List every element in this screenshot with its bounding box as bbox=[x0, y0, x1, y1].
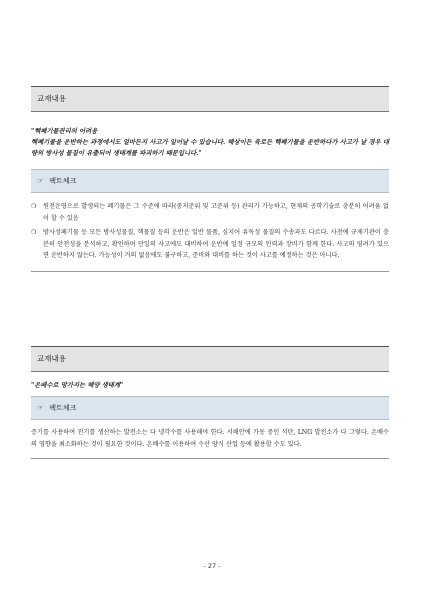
spacer bbox=[31, 420, 389, 427]
spacer bbox=[31, 372, 389, 380]
quote-title: "핵폐기물관리의 어려움 bbox=[31, 128, 98, 135]
factcheck-label: 팩트체크 bbox=[49, 404, 77, 412]
pointing-hand-icon: ☞ bbox=[37, 177, 44, 185]
bullet-text: 원전운영으로 발생되는 폐기물은 그 수준에 따라(중저준위 및 고준위 등) 관리가 가능하고, 현재의 공학기술로 충분히 어려움 없이 할 수 있음 bbox=[43, 203, 389, 222]
circle-bullet-icon: ❍ bbox=[31, 229, 37, 237]
section-textbook-1 bbox=[31, 86, 389, 272]
factcheck-bar bbox=[31, 396, 389, 420]
spacer bbox=[31, 159, 389, 169]
spacer bbox=[31, 193, 389, 201]
pointing-hand-icon: ☞ bbox=[37, 404, 44, 412]
section-textbook-2 bbox=[31, 346, 389, 459]
factcheck-bullets bbox=[31, 201, 389, 262]
quote-title: "온배수로 망가지는 해양 생태계" bbox=[31, 382, 124, 389]
factcheck-label: 팩트체크 bbox=[49, 177, 77, 185]
bullet-text: 방사성폐기물 등 모든 방사성물질, 핵물질 등의 운반은 일반 물품, 심지어 유독성 물질의 수송과도 다르다. 사전에 규제기관이 충분히 안전성을 분석하고, 확인하며 만일의 사고에도 대비하여 운반에 일정 규모의 인력과 장비가 함께 한다. 사고의 염려가 있으면 운반하지 않는다. 가능성이 거의 없음에도 불구하고, 준비와 대비를 하는 것이 사고를 예정하는 것은 아니다. bbox=[43, 229, 389, 260]
spacer bbox=[31, 112, 389, 126]
section-header: 교재내용 bbox=[31, 347, 389, 372]
page-number: - 27 - bbox=[203, 562, 221, 570]
bottom-rule bbox=[31, 458, 389, 459]
spacer bbox=[31, 450, 389, 458]
factcheck-body: 증기를 사용하여 전기를 생산하는 발전소는 다 냉각수를 사용해야 한다. 서해안에 가동 중인 석탄, LNG 발전소가 다 그렇다. 온배수의 영향을 최소화하는 것이 필요한 것이다. 온배수를 이용하여 수산 양식 산업 등에 활용할 수도 있다. bbox=[31, 429, 389, 448]
list-item bbox=[31, 201, 389, 224]
section-header: 교재내용 bbox=[31, 87, 389, 112]
bottom-rule bbox=[31, 271, 389, 272]
list-item bbox=[31, 227, 389, 262]
circle-bullet-icon: ❍ bbox=[31, 203, 37, 210]
quote-body: 핵폐기물을 운반하는 과정에서도 얼마든지 사고가 일어날 수 있습니다. 해상이든 육로든 핵폐기물을 운반하다가 사고가 날 경우 대량의 방사성 물질이 유출되어 생태계를 파괴하기 때문입니다." bbox=[31, 139, 389, 157]
factcheck-bar bbox=[31, 169, 389, 193]
